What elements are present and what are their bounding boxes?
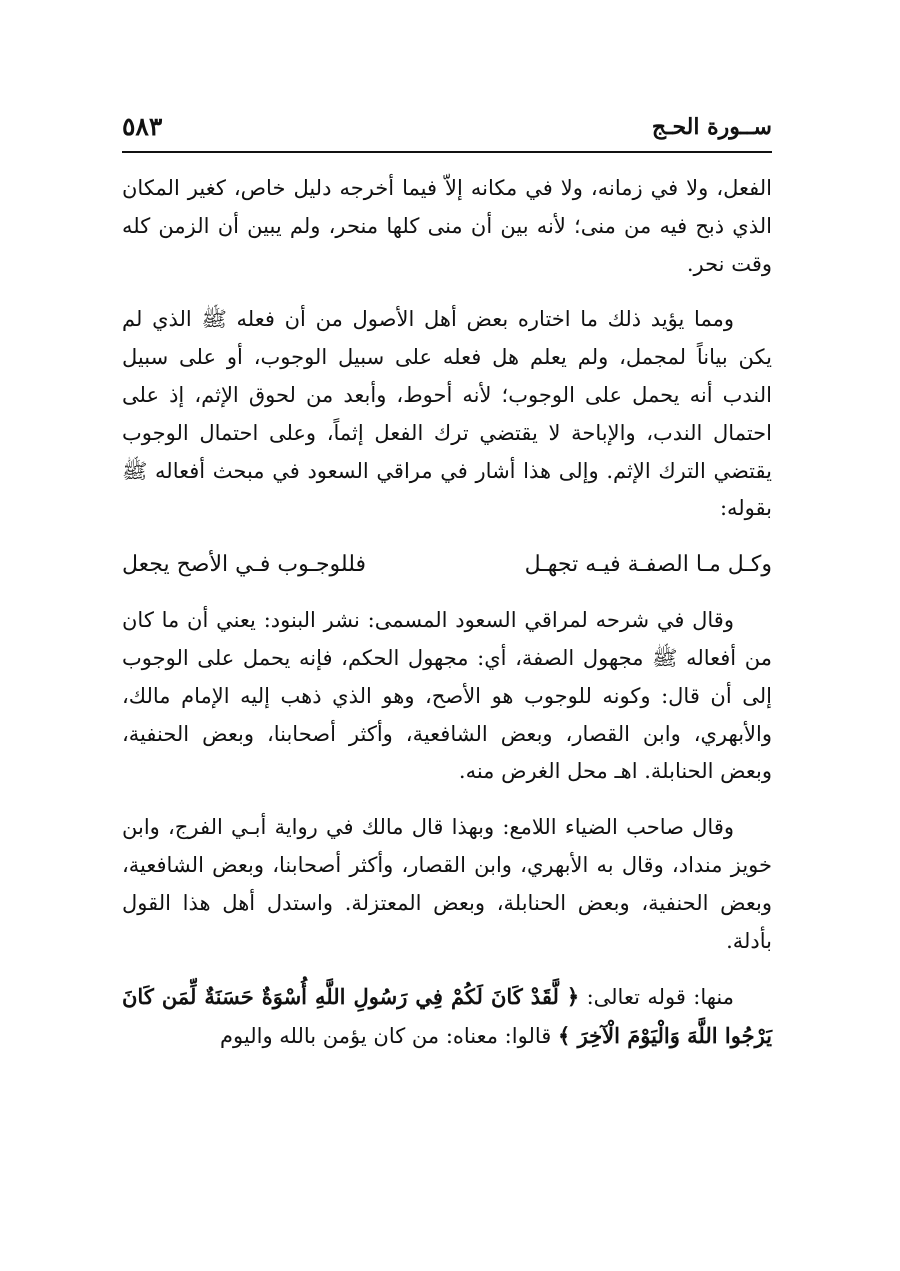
paragraph-3: وقال في شرحه لمراقي السعود المسمى: نشر البنود: يعني أن ما كان من أفعاله ﷺ مجهول الصفة، أي: مجهول الحكم، فإنه يحمل على الوجوب إلى أن قال: وكونه للوجوب هو الأصح، وهو الذي ذهب إليه الإمام مالك، والأبهري، وابن القصار، وبعض الشافعية، وأكثر أصحابنا، وبعض الحنفية، وبعض الحنابلة. اهـ محل الغرض منه.	[122, 608, 772, 784]
poetry-verse	[122, 546, 772, 584]
paragraph-2: ومما يؤيد ذلك ما اختاره بعض أهل الأصول من أن فعله ﷺ الذي لم يكن بياناً لمجمل، ولم يعلم هل فعله على سبيل الوجوب، أو على سبيل الندب أنه يحمل على الوجوب؛ لأنه أحوط، وأبعد من لحوق الإثم، إذ على احتمال الندب، والإباحة لا يقتضي ترك الفعل إثماً، وعلى احتمال الوجوب يقتضي الترك الإثم. وإلى هذا أشار في مراقي السعود في مبحث أفعاله ﷺ بقوله:	[122, 307, 772, 521]
quran-quote: ﴿ لَّقَدْ كَانَ لَكُمْ فِي رَسُولِ اللَّهِ أُسْوَةٌ حَسَنَةٌ لِّمَن كَانَ يَرْجُوا اللَّهَ وَالْيَوْمَ الْآخِرَ ﴾	[122, 984, 772, 1049]
paragraph-5	[122, 978, 772, 1056]
verse-first-hemistich: وكـل مـا الصفـة فيـه تجهـل	[524, 552, 772, 578]
page-number: ٥٨٣	[122, 112, 163, 141]
paragraph-1: الفعل، ولا في زمانه، ولا في مكانه إلاّ فيما أخرجه دليل خاص، كغير المكان الذي ذبح فيه من منى؛ لأنه بين أن منى كلها منحر، ولم يبين أن الزمن كله وقت نحر.	[122, 176, 772, 276]
page-header	[122, 110, 772, 150]
page-body	[122, 170, 772, 1074]
surah-title: ســورة الحـج	[651, 114, 772, 140]
paragraph-4: وقال صاحب الضياء اللامع: وبهذا قال مالك في رواية أبـي الفرج، وابن خويز منداد، وقال به الأبهري، وابن القصار، وأكثر أصحابنا، وبعض الشافعية، وبعض الحنفية، وبعض الحنابلة، وبعض المعتزلة. واستدل أهل هذا القول بأدلة.	[122, 815, 772, 953]
verse-second-hemistich: فللوجـوب فـي الأصح يجعل	[122, 552, 366, 578]
header-divider	[122, 151, 772, 153]
paragraph-5-end: قالوا: معناه: من كان يؤمن بالله واليوم	[220, 1024, 558, 1049]
paragraph-5-start: منها: قوله تعالى:	[579, 985, 734, 1010]
